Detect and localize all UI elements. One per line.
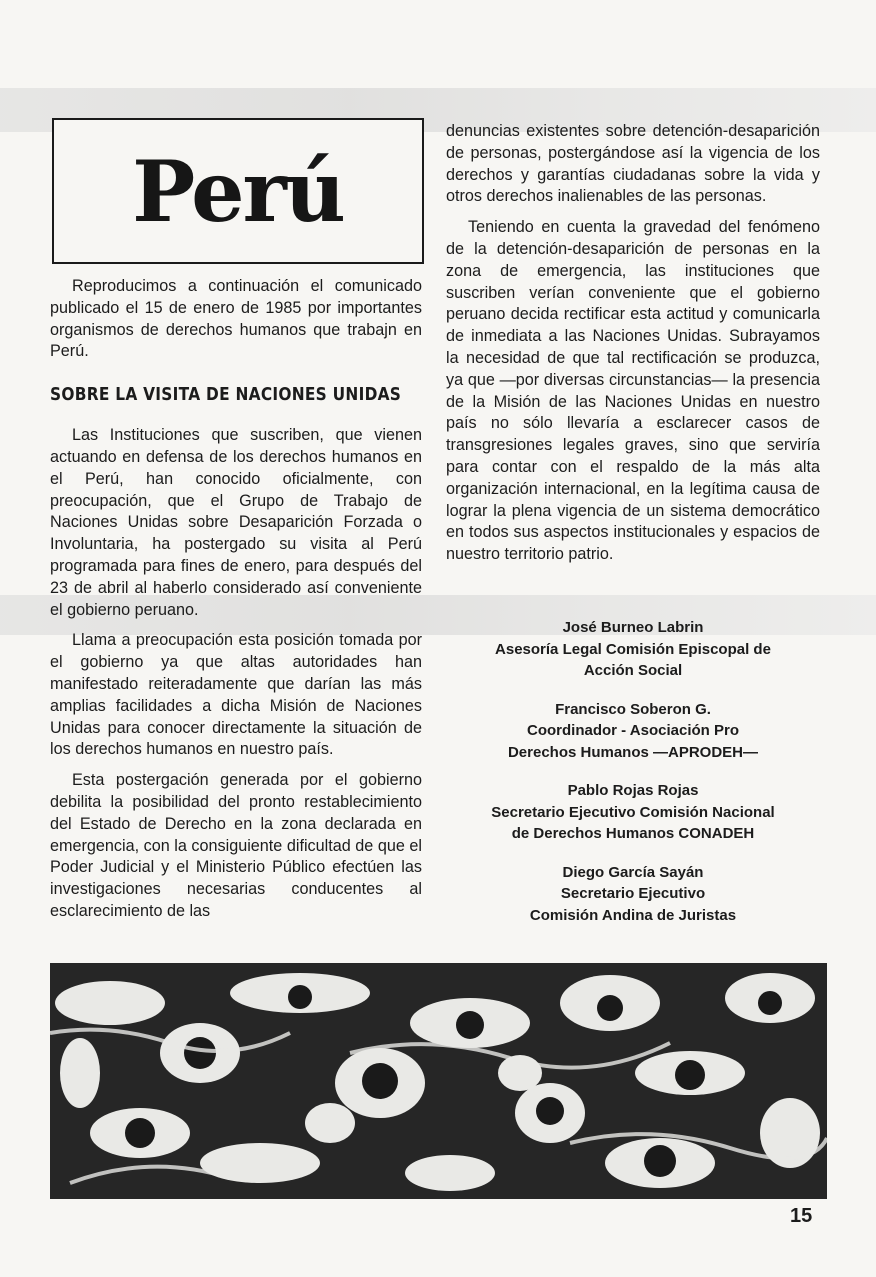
signatory-role: Asesoría Legal Comisión Episcopal de (495, 640, 771, 658)
signatory-role: Secretario Ejecutivo Comisión Nacional (491, 803, 775, 821)
signatory-role: Acción Social (583, 662, 683, 679)
signatory-name: Diego García Sayán (562, 863, 704, 881)
left-column (50, 276, 422, 923)
page-title: Perú (132, 141, 344, 241)
signatory (446, 780, 820, 845)
crowd-photo (50, 963, 827, 1199)
signatory-role: Secretario Ejecutivo (560, 885, 706, 902)
signatories (446, 617, 820, 943)
signatory (446, 699, 820, 764)
signatory-role: Comisión Andina de Juristas (529, 906, 737, 924)
body-paragraph: Las Instituciones que suscriben, que vienen actuando en defensa de los derechos humanos en el Perú, han conocido oficialmente, con preocupación, que el Grupo de Trabajo de Naciones Unidas sobre Desaparición Forzada o Involuntaria, ha postergado su visita al Perú programada para fines de enero, para después del 23 de abril al haberlo considerado así conveniente el gobierno peruano. (50, 426, 422, 619)
crowd-photo-graphic (50, 963, 827, 1199)
signatory-role: Coordinador - Asociación Pro (527, 722, 739, 739)
signatory-name: José Burneo Labrin (562, 619, 704, 636)
signatory-role: de Derechos Humanos CONADEH (511, 825, 755, 842)
body-paragraph: Esta postergación generada por el gobierno debilita la posibilidad del pronto restablecimiento del Estado de Derecho en la zona declarada en emergencia, con la consiguiente dificultad de que el Poder Judicial y el Ministerio Público efectúen las investigaciones necesarias conducentes al esclarecimiento de las (50, 771, 422, 920)
page-number: 15 (790, 1205, 813, 1227)
intro-paragraph: Reproducimos a continuación el comunicado publicado el 15 de enero de 1985 por importantes organismos de derechos humanos que trabajn en Perú. (50, 277, 422, 361)
body-paragraph: denuncias existentes sobre detención-desaparición de personas, postergándose así la vigencia de los derechos y garantías ciudadanas sobre la vida y otros derechos inalienables de las personas. (446, 122, 820, 206)
signatory-name: Pablo Rojas Rojas (567, 782, 699, 799)
body-paragraph: Teniendo en cuenta la gravedad del fenómeno de la detención-desaparición de personas en la zona de emergencia, las instituciones que suscriben verían conveniente que el gobierno peruano decida rectificar esta actitud y comunicarla de inmediata a las Naciones Unidas. Subrayamos la necesidad de que tal rectificación se produzca, ya que —por diversas circunstancias— la presencia de la Misión de las Naciones Unidas en nuestro país no sólo llevaría a esclarecer casos de transgresiones legales graves, sino que serviría para contar con el respaldo de la más alta organización internacional, en la legítima causa de lograr la plena vigencia de un sistema democrático en todos sus aspectos institucionales y espacios de nuestro territorio patrio. (446, 218, 820, 564)
signatory-role: Derechos Humanos —APRODEH— (507, 743, 759, 761)
body-paragraph: Llama a preocupación esta posición tomada por el gobierno ya que altas autoridades han manifestado reiteradamente que darían las más amplias facilidades a dicha Misión de Naciones Unidas para conocer directamente la situación de los derechos humanos en nuestro país. (50, 631, 422, 759)
signatory-name: Francisco Soberon G. (555, 700, 711, 718)
right-column (446, 121, 820, 566)
signatory (446, 617, 820, 682)
title-box (52, 118, 424, 264)
signatory (446, 862, 820, 927)
section-heading: SOBRE LA VISITA DE NACIONES UNIDAS (50, 385, 402, 406)
